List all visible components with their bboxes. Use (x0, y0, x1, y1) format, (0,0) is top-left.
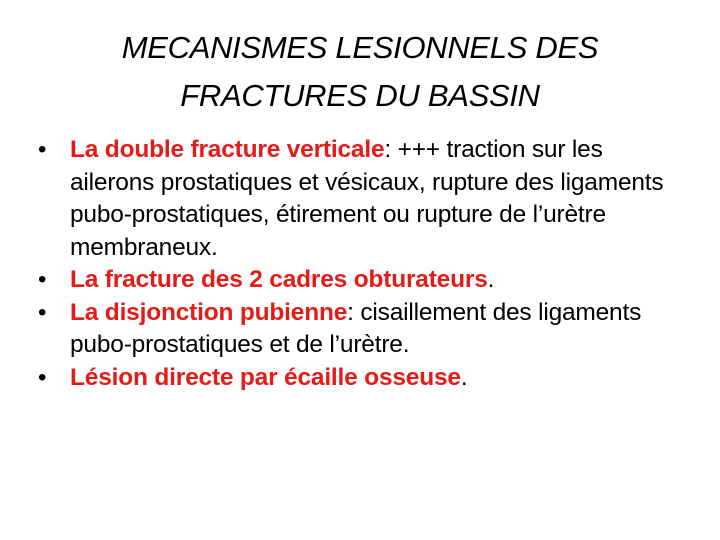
bullet-item (36, 264, 686, 297)
bullet-item (36, 362, 686, 395)
bullet-highlight: La fracture des 2 cadres obturateurs (70, 266, 488, 293)
bullet-highlight: La disjonction pubienne (70, 298, 348, 326)
bullet-text: : cisaillement des ligaments pubo-prostatiques et de l’urètre. (70, 298, 642, 358)
bullet-highlight: La double fracture verticale (70, 136, 385, 163)
bullet-dot-icon: • (38, 136, 47, 163)
bullet-dot-icon: • (38, 363, 47, 391)
bullet-item (36, 297, 686, 362)
title-line-2: FRACTURES DU BASSIN (180, 78, 540, 113)
bullet-text: : +++ traction sur les ailerons prostatiques et vésicaux, rupture des ligaments pubo-prostatiques, étirement ou rupture de l’urètre membraneux. (70, 136, 664, 261)
bullet-text: . (460, 363, 468, 391)
bullet-dot-icon: • (38, 266, 47, 293)
bullet-item (36, 134, 686, 264)
bullet-highlight: Lésion directe par écaille osseuse (70, 363, 461, 391)
title-line-1: MECANISMES LESIONNELS DES (121, 30, 599, 65)
bullet-list (36, 134, 686, 394)
bullet-dot-icon: • (38, 298, 47, 326)
bullet-text: . (487, 266, 495, 293)
slide-title (40, 24, 680, 120)
